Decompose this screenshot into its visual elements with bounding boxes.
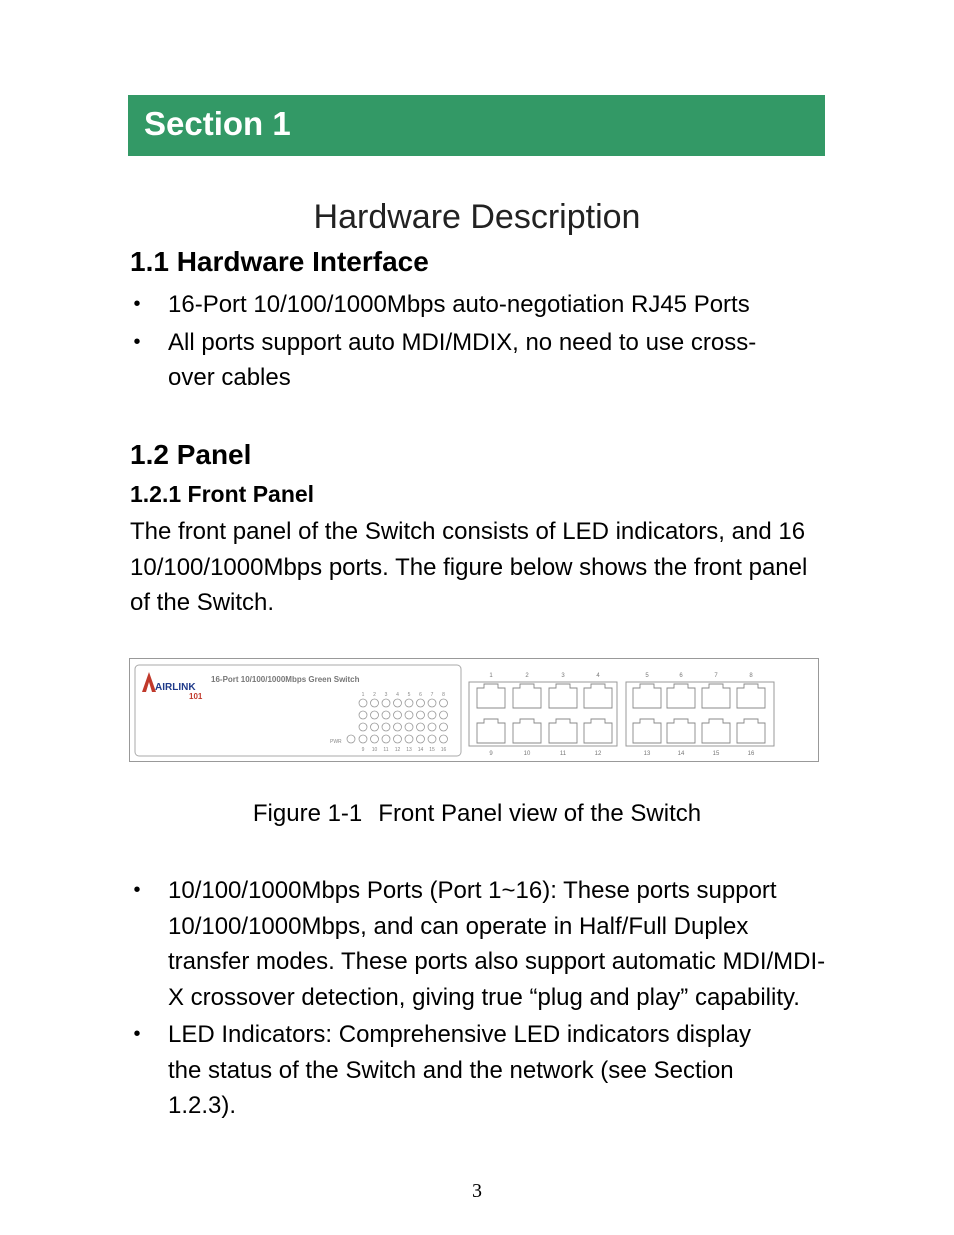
rj45-port [584,684,612,708]
port-label: 13 [643,751,651,757]
bullet-icon: • [133,330,141,353]
led-number: 1 [361,692,365,698]
bullet-icon: • [133,1023,141,1045]
led-indicator [382,699,390,707]
led-indicator [405,723,413,731]
port-label: 6 [679,673,683,679]
caption-number: Figure 1-1 [252,800,363,827]
led-indicator [440,699,448,707]
led-indicator [382,723,390,731]
led-indicator [405,699,413,707]
port-label: 1 [489,673,493,679]
led-indicator [440,711,448,719]
led-indicator [417,699,425,707]
led-indicator [405,735,413,743]
led-number: 3 [384,692,388,698]
port-label: 4 [596,673,600,679]
led-indicator [359,699,367,707]
led-indicator [394,735,402,743]
port-label: 8 [749,673,753,679]
logo-number: 101 [189,692,203,701]
power-led [347,735,355,743]
rj45-port [513,684,541,708]
led-indicator [359,711,367,719]
led-indicator [440,735,448,743]
rj45-port [633,684,661,708]
led-number: 14 [417,747,424,753]
hardware-interface-list [130,287,830,396]
heading-hardware-interface: 1.1 Hardware Interface [130,246,429,277]
led-number: 12 [394,747,401,753]
port-label: 10 [523,751,531,757]
led-indicator [382,735,390,743]
led-indicator [394,699,402,707]
led-indicator [371,711,379,719]
led-number: 8 [442,692,445,698]
port-label: 7 [714,673,718,679]
logo-text: AIRLINK [155,682,196,693]
port-label: 16 [747,751,755,757]
led-indicator [371,723,379,731]
led-number: 10 [371,747,378,753]
led-indicator [371,699,379,707]
rj45-port [633,719,661,743]
led-indicator [405,711,413,719]
led-indicator [394,723,402,731]
led-number: 2 [373,692,376,698]
heading-front-panel: 1.2.1 Front Panel [130,481,315,507]
page-title: Hardware Description [313,198,641,236]
port-label: 14 [677,751,685,757]
led-number: 9 [361,747,365,753]
rj45-port [549,684,577,708]
port-label: 3 [561,673,565,679]
led-indicator [371,735,379,743]
rj45-port [667,684,695,708]
rj45-port [584,719,612,743]
led-indicator [428,699,436,707]
rj45-port [702,684,730,708]
list-item: • 10/100/1000Mbps Ports (Port 1~16): These ports support 10/100/1000Mbps, and can operate in Half/Full Duplex transfer modes. These ports also support automatic MDI/MDI-X crossover detection, giving true “plug and play” capability. [130,873,830,1015]
led-indicator [359,723,367,731]
caption-text: Front Panel view of the Switch [378,800,702,827]
list-item: • 16-Port 10/100/1000Mbps auto-negotiation RJ45 Ports [130,287,830,323]
list-item: • LED Indicators: Comprehensive LED indicators display the status of the Switch and the network (see Section 1.2.3). [130,1017,830,1124]
section-label: Section 1 [144,105,291,142]
port-label: 9 [489,751,493,757]
led-indicator [428,723,436,731]
port-label: 11 [559,751,567,757]
led-indicator [440,723,448,731]
rj45-port [702,719,730,743]
led-number: 15 [429,747,435,753]
port-label: 15 [712,751,720,757]
list-item: • All ports support auto MDI/MDIX, no need to use cross-over cables [130,325,830,396]
led-indicator [417,735,425,743]
led-indicator [359,735,367,743]
led-number: 6 [419,692,422,698]
port-label: 12 [594,751,602,757]
led-number: 4 [396,692,399,698]
rj45-port [477,719,505,743]
led-number: 16 [440,747,447,753]
device-label: 16-Port 10/100/1000Mbps Green Switch [211,675,360,684]
rj45-port [513,719,541,743]
led-indicator [428,735,436,743]
led-indicator [394,711,402,719]
front-panel-paragraph: The front panel of the Switch consists of LED indicators, and 16 10/100/1000Mbps ports. The figure below shows the front panel of the Switch. [130,518,808,616]
rj45-port [667,719,695,743]
ports-led-list [130,873,830,1124]
port-label: 2 [525,673,529,679]
section-header-bar [128,95,825,156]
led-indicator [428,711,436,719]
pwr-label: PWR [330,739,342,745]
heading-panel: 1.2 Panel [130,439,252,470]
bullet-icon: • [133,293,141,315]
front-panel-figure [129,658,819,762]
rj45-port [737,719,765,743]
bullet-icon: • [133,879,141,901]
led-number: 13 [406,747,412,753]
led-indicator [382,711,390,719]
led-number: 11 [383,747,389,753]
led-indicator [417,723,425,731]
led-number: 7 [430,692,434,698]
rj45-port [477,684,505,708]
rj45-port [737,684,765,708]
page-number: 3 [472,1180,482,1202]
led-number: 5 [407,692,411,698]
figure-caption [0,800,954,828]
port-label: 5 [645,673,649,679]
led-indicator [417,711,425,719]
rj45-port [549,719,577,743]
